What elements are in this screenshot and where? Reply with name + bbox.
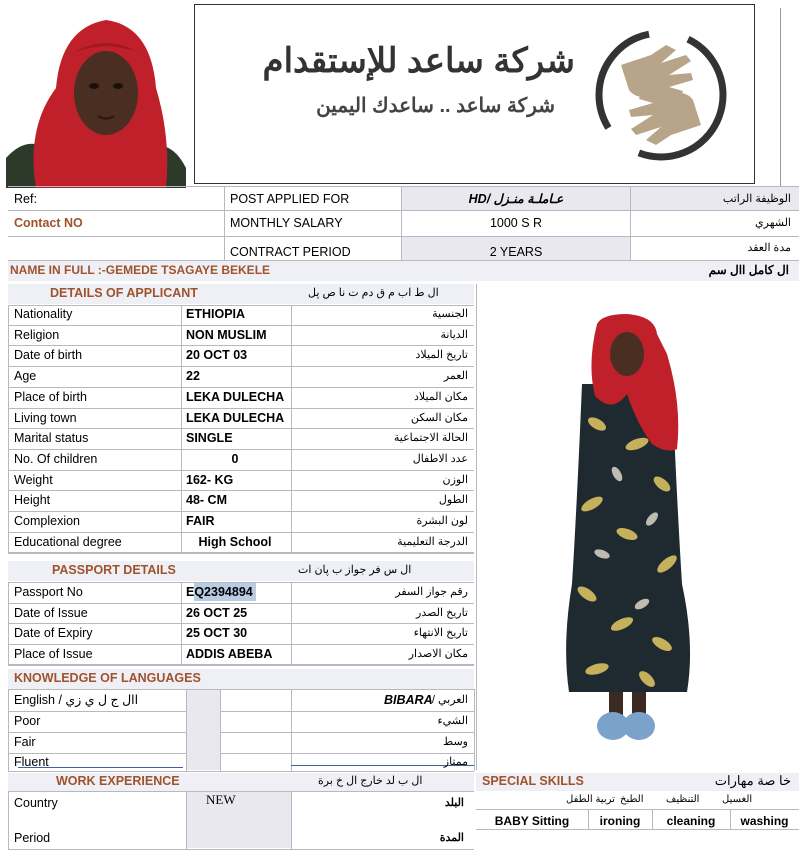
- passport-header-label: PASSPORT DETAILS: [52, 563, 176, 577]
- applicant-row-value: SINGLE: [186, 431, 233, 446]
- english-label: English / اال ج ل ي زي: [14, 693, 139, 707]
- applicant-row-ar: لون البشرة: [416, 515, 468, 527]
- applicant-row-ar: الديانة: [440, 328, 468, 341]
- salary-value: 1000 S R: [489, 216, 543, 230]
- full-name: NAME IN FULL :-GEMEDE TSAGAYE BEKELE: [10, 263, 271, 277]
- passport-row-ar: تاريخ الصدر: [416, 606, 468, 619]
- applicant-row-label: Age: [14, 369, 37, 384]
- applicant-row-ar: عدد الاطفال: [412, 452, 468, 465]
- applicant-row-ar: الوزن: [442, 473, 468, 486]
- work-header: [8, 773, 474, 791]
- full-body-photo: [476, 284, 798, 770]
- applicant-row-value: LEKA DULECHA: [186, 410, 285, 425]
- language-level-label: Poor: [14, 714, 41, 728]
- passport-header: [8, 561, 474, 581]
- skill-baby-sitting: BABY Sitting: [494, 814, 570, 828]
- language-level-label: Fair: [14, 734, 36, 749]
- period-label: Period: [14, 831, 51, 845]
- applicant-row-value: High School: [198, 534, 272, 549]
- applicant-row-label: Religion: [14, 327, 60, 342]
- country-ar: البلد: [444, 797, 464, 809]
- applicant-row-ar: تاريخ الميلاد: [415, 349, 468, 362]
- skill-ar-washing: الغسيل: [722, 794, 753, 805]
- language-level-label: Fluent: [14, 755, 49, 769]
- passport-row-ar: مكان الاصدار: [408, 647, 468, 660]
- edge-strip: [780, 8, 781, 188]
- applicant-header-label: DETAILS OF APPLICANT: [50, 286, 198, 300]
- passport-row-value: 26 OCT 25: [186, 605, 248, 620]
- passport-row-ar: تاريخ الانتهاء: [413, 627, 468, 640]
- post-applied-ar: الوظيفة الراتب: [722, 193, 791, 205]
- post-applied-label: POST APPLIED FOR: [230, 192, 350, 206]
- applicant-header-ar: ال ط اب م ق دم ت نا ص پل: [308, 287, 439, 299]
- salary-label: MONTHLY SALARY: [230, 216, 343, 230]
- applicant-row-value: 48- CM: [186, 493, 227, 508]
- contract-ar: مدة العقد: [747, 242, 791, 254]
- applicant-row-label: Place of birth: [14, 389, 87, 404]
- salary-ar: الشهري: [755, 217, 791, 229]
- applicant-row-ar: مكان الميلاد: [413, 390, 468, 403]
- applicant-row-ar: الدرجة التعليمية: [397, 535, 468, 548]
- language-level-ar: وسط: [443, 735, 468, 748]
- passport-row-label: Date of Issue: [14, 605, 88, 620]
- passport-row-value: 25 OCT 30: [186, 626, 248, 641]
- country-value: NEW: [206, 792, 236, 807]
- company-banner: [194, 4, 755, 184]
- work-header-label: WORK EXPERIENCE: [56, 774, 180, 788]
- skill-ar-baby: تربية الطفل: [566, 794, 615, 805]
- applicant-row-value: 162- KG: [186, 472, 234, 487]
- applicant-row-value: 22: [186, 369, 200, 384]
- applicant-row-label: Living town: [14, 410, 77, 425]
- applicant-row-label: Height: [14, 493, 51, 508]
- passport-row-label: Passport No: [14, 585, 83, 599]
- arabic-level-value: BIBARA: [384, 693, 433, 707]
- passport-row-value: EQ2394894: [180, 583, 290, 601]
- skill-ar-cleaning: التنظيف: [666, 794, 700, 805]
- applicant-row-ar: العمر: [443, 370, 468, 383]
- applicant-header: [8, 284, 474, 304]
- applicant-row-value: FAIR: [186, 514, 215, 528]
- arabic-label: العربي /: [431, 694, 468, 706]
- country-label: Country: [14, 796, 58, 810]
- name-row: [8, 261, 799, 281]
- passport-header-ar: ال س فر جواز ب پان ات: [298, 564, 412, 576]
- applicant-row-value: NON MUSLIM: [186, 327, 267, 342]
- applicant-row-label: Educational degree: [14, 534, 122, 549]
- post-applied-value: HD/ عـاملـة منـزل: [468, 192, 564, 206]
- passport-row-value: ADDIS ABEBA: [186, 646, 273, 661]
- applicant-row-label: No. Of children: [14, 451, 98, 466]
- language-level-ar: ممتاز: [443, 756, 468, 768]
- languages-header: [8, 669, 474, 689]
- applicant-row-label: Nationality: [14, 307, 73, 321]
- skill-cleaning: cleaning: [666, 814, 716, 828]
- applicant-row-label: Date of birth: [14, 348, 83, 363]
- skills-header-ar: خا صة مهارات: [714, 773, 791, 788]
- full-name-ar: ال كامل اال سم: [708, 263, 789, 277]
- applicant-row-value: 20 OCT 03: [186, 348, 248, 363]
- applicant-row-label: Marital status: [14, 431, 89, 446]
- passport-row-label: Date of Expiry: [14, 626, 93, 641]
- language-level-ar: الشيء: [437, 715, 468, 727]
- contact-label: Contact NO: [14, 216, 83, 230]
- period-ar: المدة: [439, 832, 464, 844]
- applicant-row-ar: مكان السكن: [410, 411, 468, 424]
- hands-logo-icon: [591, 25, 731, 165]
- company-name: شركة ساعد للإستقدام: [262, 42, 575, 80]
- work-header-ar: ال ب لد خارج ال خ برة: [318, 775, 423, 787]
- passport-row-label: Place of Issue: [14, 646, 93, 661]
- applicant-row-ar: الجنسية: [432, 308, 468, 320]
- applicant-row-value: LEKA DULECHA: [186, 389, 285, 404]
- applicant-row-label: Complexion: [14, 514, 81, 528]
- skill-ar-cooking: الطبخ: [620, 794, 644, 805]
- row-divider: [8, 664, 474, 665]
- applicant-row-value: 0: [231, 451, 239, 466]
- skill-washing: washing: [740, 814, 789, 828]
- applicant-row-value: ETHIOPIA: [186, 307, 246, 321]
- skills-header: [476, 773, 799, 791]
- company-slogan: شركة ساعد .. ساعدك اليمين: [316, 95, 555, 117]
- skill-ironing: ironing: [599, 814, 641, 828]
- applicant-row-ar: الحالة الاجتماعية: [393, 432, 468, 445]
- ref-label: Ref:: [14, 192, 37, 206]
- contract-value: 2 YEARS: [489, 245, 543, 259]
- applicant-row-label: Weight: [14, 472, 53, 487]
- contract-label: CONTRACT PERIOD: [230, 245, 351, 259]
- portrait-photo: [6, 8, 186, 188]
- skills-header-label: SPECIAL SKILLS: [482, 774, 584, 788]
- row-divider: [8, 552, 474, 553]
- passport-row-ar: رقم جواز السفر: [395, 586, 468, 598]
- applicant-row-ar: الطول: [438, 494, 468, 507]
- languages-header-label: KNOWLEDGE OF LANGUAGES: [14, 671, 201, 685]
